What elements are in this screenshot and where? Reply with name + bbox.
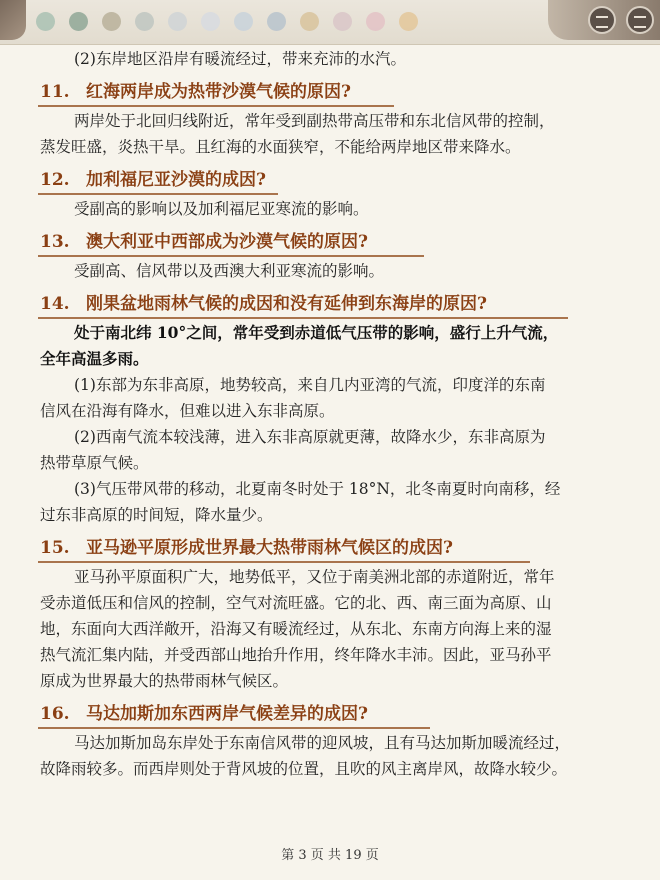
section-heading-15 [0, 534, 660, 564]
body-line: 过东非高原的时间短，降水量少。 [40, 506, 273, 524]
body-line: (1)东部为东非高原，地势较高，来自几内亚湾的气流，印度洋的东南 [74, 376, 546, 394]
section-number: 16. [40, 704, 70, 724]
body-line: 亚马孙平原面积广大，地势低平，又位于南美洲北部的赤道附近，常年 [74, 568, 555, 586]
section-title: 刚果盆地雨林气候的成因和没有延伸到东海岸的原因? [86, 294, 487, 314]
body-line-bold: 处于南北纬 10°之间，常年受到赤道低气压带的影响，盛行上升气流， [74, 323, 559, 342]
body-line: 热气流汇集内陆，并受西部山地抬升作用，终年降水丰沛。因此，亚马孙平 [40, 646, 552, 664]
corner-ornament-right [548, 0, 660, 40]
section-number: 13. [40, 232, 70, 252]
color-swatch [234, 12, 253, 31]
body-line: 地，东面向大西洋敞开，沿海又有暖流经过，从东北、东南方向海上来的湿 [40, 620, 552, 638]
color-swatch [201, 12, 220, 31]
section-heading-13 [0, 228, 660, 258]
color-swatch [36, 12, 55, 31]
color-swatch [366, 12, 385, 31]
corner-ornament-left [0, 0, 26, 40]
body-line: 蒸发旺盛，炎热干旱。且红海的水面狭窄，不能给两岸地区带来降水。 [40, 138, 521, 156]
heading-underline [38, 193, 278, 195]
body-line: 信风在沿海有降水，但难以进入东非高原。 [40, 402, 335, 420]
heading-underline [38, 727, 430, 729]
intro-line: (2)东岸地区沿岸有暖流经过，带来充沛的水汽。 [74, 50, 406, 68]
section-heading-16 [0, 700, 660, 730]
list-icon[interactable] [588, 6, 616, 34]
heading-underline [38, 561, 530, 563]
section-heading-12 [0, 166, 660, 196]
section-title: 亚马逊平原形成世界最大热带雨林气候区的成因? [86, 538, 453, 558]
color-swatch [102, 12, 121, 31]
color-swatch [399, 12, 418, 31]
color-swatch [300, 12, 319, 31]
section-heading-14 [0, 290, 660, 320]
body-line: 马达加斯加岛东岸处于东南信风带的迎风坡，且有马达加斯加暖流经过， [74, 734, 571, 752]
color-swatch [333, 12, 352, 31]
section-number: 15. [40, 538, 70, 558]
menu-icon[interactable] [626, 6, 654, 34]
section-title: 马达加斯加东西两岸气候差异的成因? [86, 704, 368, 724]
heading-underline [38, 317, 568, 319]
heading-underline [38, 255, 424, 257]
body-line-bold: 全年高温多雨。 [40, 349, 149, 368]
body-line: 热带草原气候。 [40, 454, 149, 472]
color-swatch [69, 12, 88, 31]
body-line: 故降雨较多。而西岸则处于背风坡的位置，且吹的风主离岸风，故降水较少。 [40, 760, 568, 778]
body-line: 受副高的影响以及加利福尼亚寒流的影响。 [74, 200, 369, 218]
page-footer: 第 3 页 共 19 页 [281, 848, 379, 863]
document-body [0, 44, 660, 782]
section-title: 红海两岸成为热带沙漠气候的原因? [86, 82, 351, 102]
section-title: 加利福尼亚沙漠的成因? [86, 170, 266, 190]
section-number: 11. [40, 82, 70, 102]
color-swatch [168, 12, 187, 31]
section-number: 14. [40, 294, 70, 314]
heading-underline [38, 105, 394, 107]
body-line: 原成为世界最大的热带雨林气候区。 [40, 672, 289, 690]
section-title: 澳大利亚中西部成为沙漠气候的原因? [86, 232, 368, 252]
body-line: 两岸处于北回归线附近，常年受到副热带高压带和东北信风带的控制， [74, 112, 555, 130]
top-toolbar [0, 0, 660, 45]
color-swatch-row [36, 12, 418, 31]
color-swatch [135, 12, 154, 31]
body-line: (3)气压带风带的移动，北夏南冬时处于 18°N，北冬南夏时向南移，经 [74, 480, 561, 498]
section-number: 12. [40, 170, 70, 190]
body-line: 受副高、信风带以及西澳大利亚寒流的影响。 [74, 262, 385, 280]
color-swatch [267, 12, 286, 31]
body-line: 受赤道低压和信风的控制，空气对流旺盛。它的北、西、南三面为高原、山 [40, 594, 552, 612]
section-heading-11 [0, 78, 660, 108]
body-line: (2)西南气流本较浅薄，进入东非高原就更薄，故降水少，东非高原为 [74, 428, 546, 446]
